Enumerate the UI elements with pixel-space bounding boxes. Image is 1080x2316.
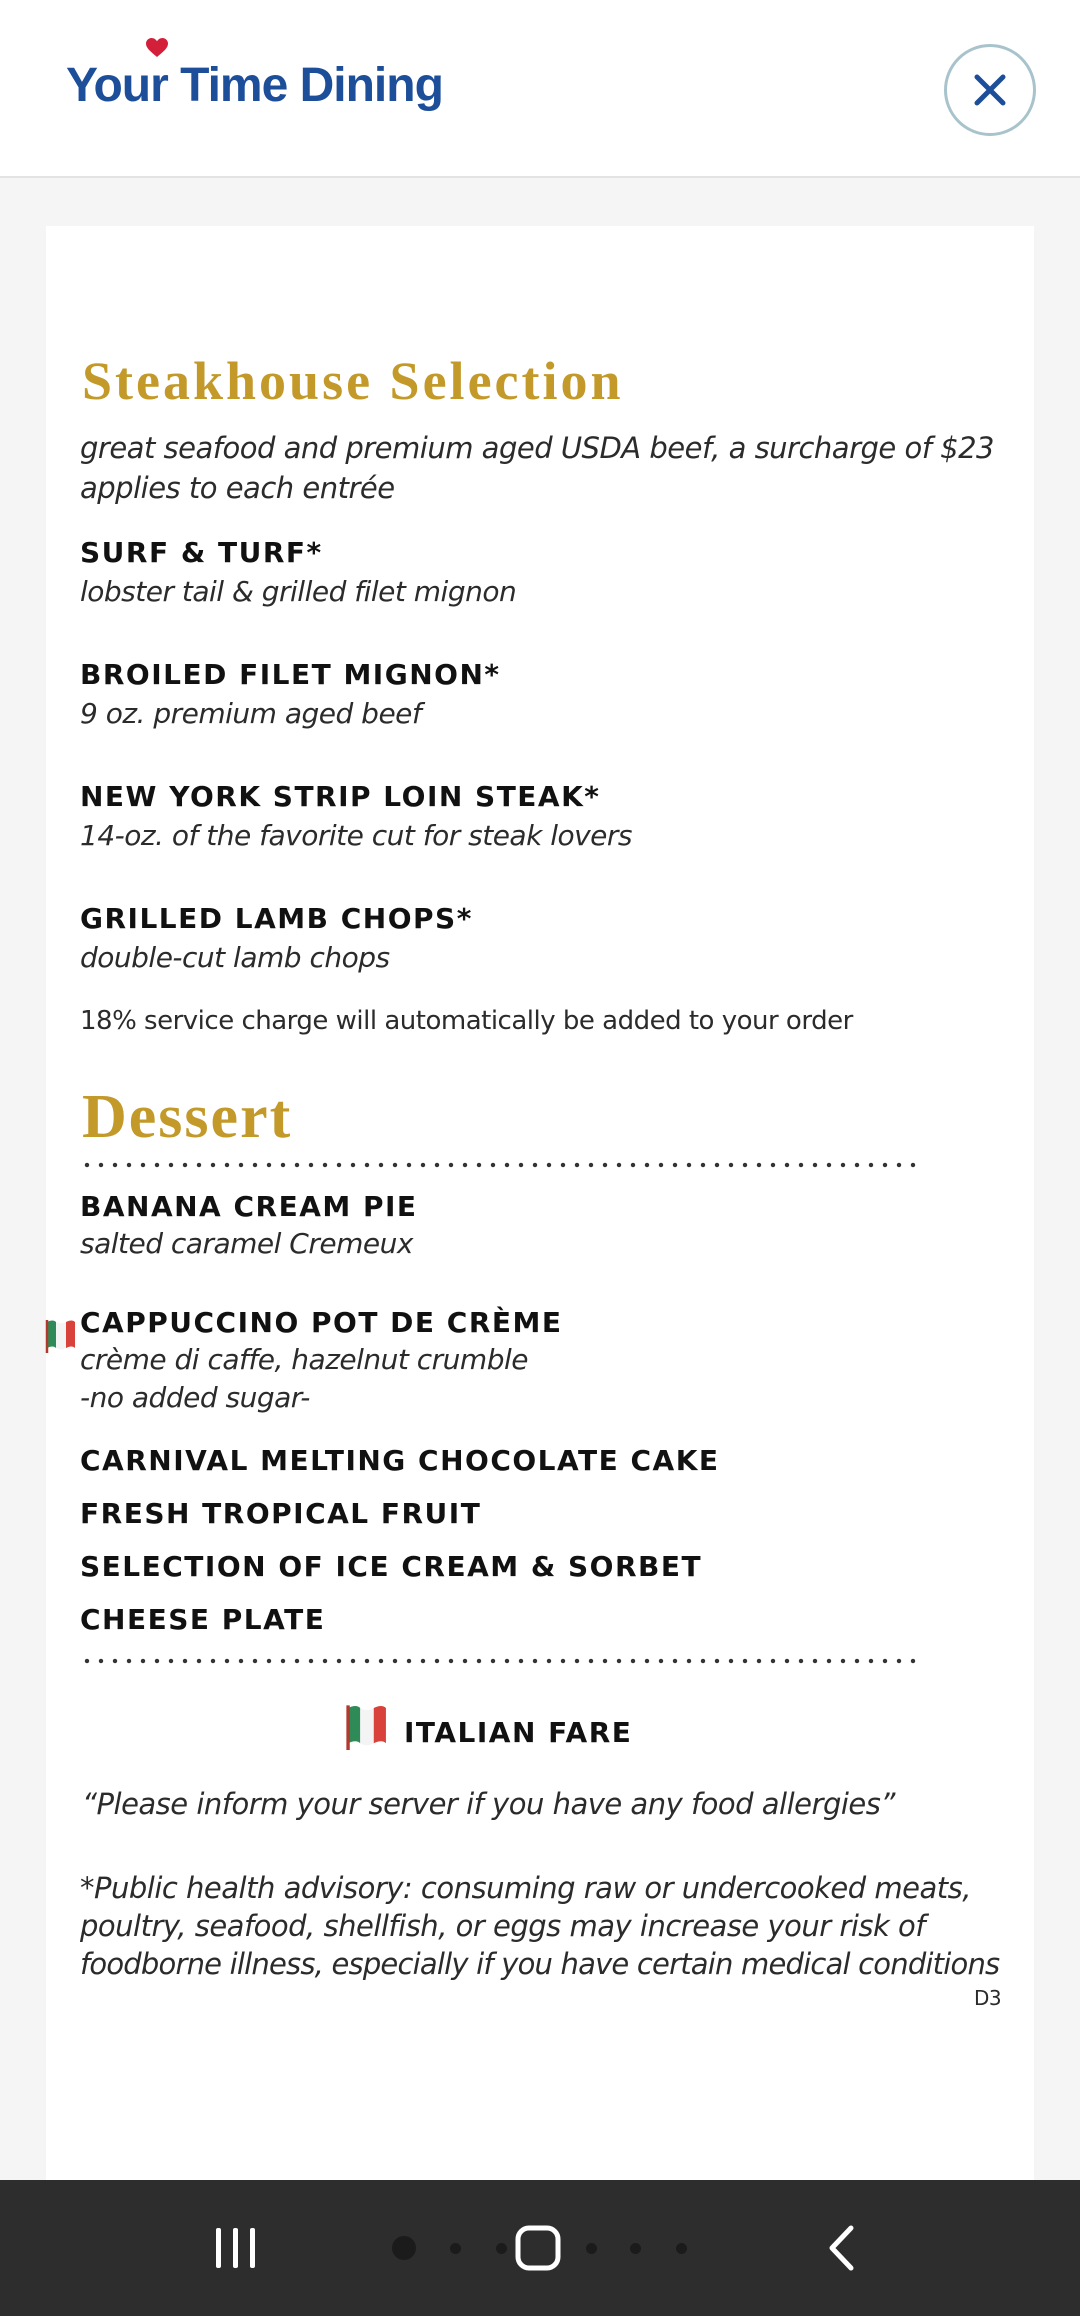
menu-item-name: GRILLED LAMB CHOPS* (80, 902, 473, 935)
page-code: D3 (974, 1986, 1002, 2010)
steakhouse-title: Steakhouse Selection (82, 351, 624, 411)
menu-item-desc: lobster tail & grilled filet mignon (80, 575, 517, 608)
menu-item-name: SELECTION OF ICE CREAM & SORBET (80, 1550, 703, 1583)
dessert-title: Dessert (82, 1083, 293, 1151)
system-nav-bar (0, 2180, 1080, 2316)
allergy-note: “Please inform your server if you have any food allergies” (82, 1787, 895, 1821)
menu-item-name: SURF & TURF* (80, 536, 323, 569)
menu-item-name: FRESH TROPICAL FRUIT (80, 1497, 482, 1530)
menu-item-name: CAPPUCCINO POT DE CRÈME (80, 1306, 563, 1339)
divider-dots (80, 1162, 918, 1168)
divider-dots (80, 1658, 918, 1664)
menu-item-desc: double-cut lamb chops (80, 941, 390, 974)
advisory-line: poultry, seafood, shellfish, or eggs may increase your risk of (80, 1909, 925, 1943)
menu-item-desc: 9 oz. premium aged beef (80, 697, 422, 730)
close-icon (972, 72, 1008, 108)
heart-icon (146, 38, 168, 58)
page-indicator-dot-active (392, 2236, 416, 2260)
menu-item-desc: salted caramel Cremeux (80, 1227, 413, 1260)
menu-item-desc: 14-oz. of the favorite cut for steak lovers (80, 819, 633, 852)
page-indicator-dot (450, 2243, 461, 2254)
menu-item-name: CARNIVAL MELTING CHOCOLATE CAKE (80, 1444, 720, 1477)
close-button[interactable] (944, 44, 1036, 136)
menu-item-name: BROILED FILET MIGNON* (80, 658, 501, 691)
page-indicator-dot (586, 2243, 597, 2254)
menu-item-name: BANANA CREAM PIE (80, 1190, 418, 1223)
menu-item-desc: crème di caffe, hazelnut crumble (80, 1343, 528, 1376)
menu-item-name: NEW YORK STRIP LOIN STEAK* (80, 780, 601, 813)
page-indicator-dot (630, 2243, 641, 2254)
app-header (0, 0, 1080, 178)
italian-flag-icon (44, 1318, 78, 1354)
back-icon[interactable] (826, 2224, 856, 2272)
page-indicator-dot (496, 2243, 507, 2254)
steakhouse-desc-line1: great seafood and premium aged USDA beef, a surcharge of $23 (80, 431, 994, 465)
steakhouse-desc-line2: applies to each entrée (80, 471, 395, 505)
service-charge-note: 18% service charge will automatically be added to your order (80, 1006, 853, 1036)
home-icon[interactable] (514, 2224, 562, 2272)
advisory-line: *Public health advisory: consuming raw or undercooked meats, (80, 1871, 971, 1905)
legend-label: ITALIAN FARE (404, 1716, 633, 1749)
advisory-line: foodborne illness, especially if you have certain medical conditions (80, 1947, 1000, 1981)
brand-title: Your Time Dining (66, 59, 443, 112)
menu-item-note: -no added sugar- (80, 1381, 310, 1414)
page-indicator-dot (676, 2243, 687, 2254)
italian-flag-icon (344, 1702, 390, 1752)
menu-item-name: CHEESE PLATE (80, 1603, 326, 1636)
recents-icon[interactable] (214, 2226, 258, 2270)
